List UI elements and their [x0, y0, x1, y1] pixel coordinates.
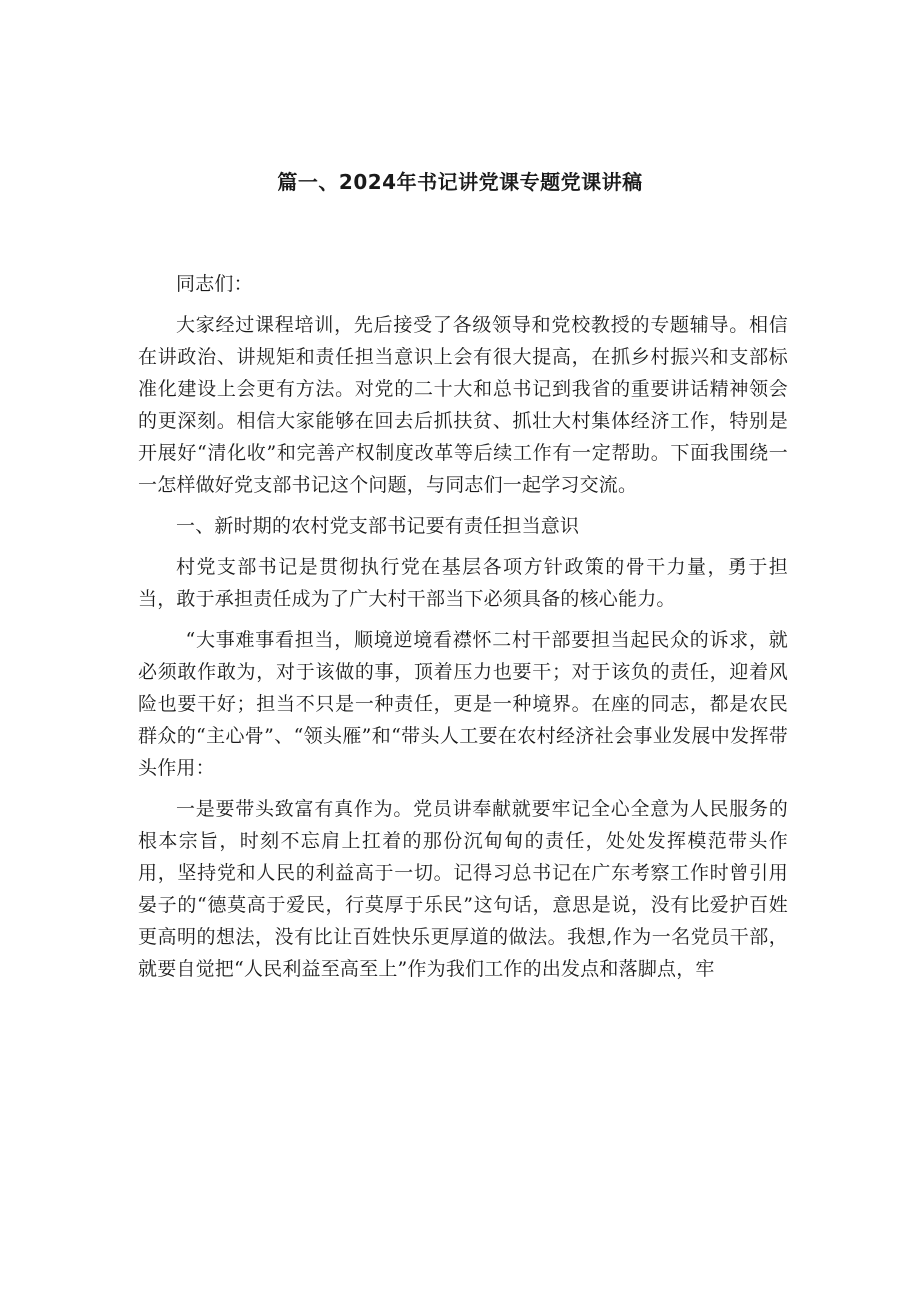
paragraph-quote: “大事难事看担当，顺境逆境看襟怀二村干部要担当起民众的诉求，就必须敢作敢为，对于该做的事，顶着压力也要干；对于该负的责任，迎着风险也要干好；担当不只是一种责任，更是一种境界。在座的同志，都是农民群众的“主心骨”、“领头雁”和“带头人工要在农村经济社会事业发展中发挥带头作用： [138, 629, 788, 779]
section-heading-1: 一、新时期的农村党支部书记要有责任担当意识 [176, 515, 580, 537]
paragraph-role: 村党支部书记是贯彻执行党在基层各项方针政策的骨干力量，勇于担当，敢于承担责任成为了广大村干部当下必须具备的核心能力。 [138, 556, 788, 610]
document-body [138, 268, 788, 994]
document-title: 篇一、2024年书记讲党课专题党课讲稿 [277, 170, 643, 194]
paragraph-intro: 大家经过课程培训，先后接受了各级领导和党校教授的专题辅导。相信在讲政治、讲规矩和责任担当意识上会有很大提高，在抓乡村振兴和支部标准化建设上会更有方法。对党的二十大和总书记到我省的重要讲话精神领会的更深刻。相信大家能够在回去后抓扶贫、抓壮大村集体经济工作，特别是开展好“清化收”和完善产权制度改革等后续工作有一定帮助。下面我围绕一一怎样做好党支部书记这个问题，与同志们一起学习交流。 [138, 314, 788, 496]
paragraph-point-one: 一是要带头致富有真作为。党员讲奉献就要牢记全心全意为人民服务的根本宗旨，时刻不忘肩上扛着的那份沉甸甸的责任，处处发挥模范带头作用，坚持党和人民的利益高于一切。记得习总书记在广东考察工作时曾引用晏子的“德莫高于爱民，行莫厚于乐民”这句话，意思是说，没有比爱护百姓更高明的想法，没有比让百姓快乐更厚道的做法。我想,作为一名党员干部，就要自觉把“人民利益至高至上”作为我们工作的出发点和落脚点，牢 [138, 798, 788, 980]
salutation: 同志们： [176, 273, 253, 295]
